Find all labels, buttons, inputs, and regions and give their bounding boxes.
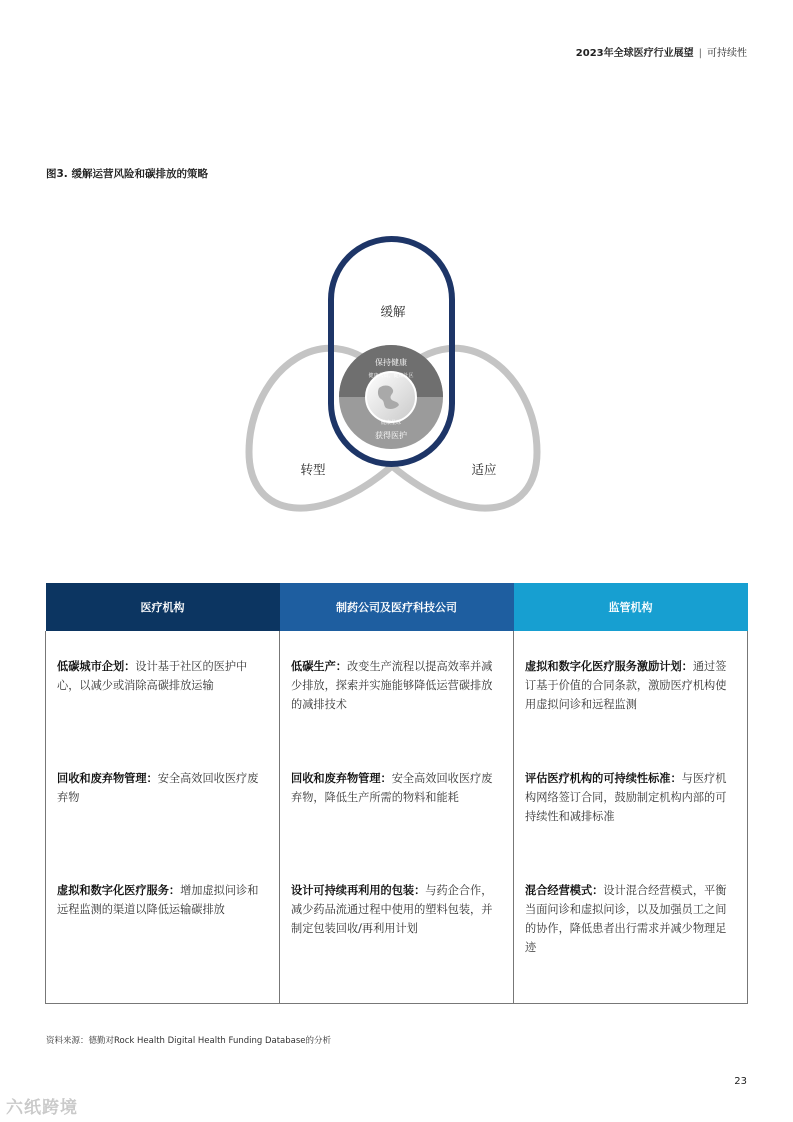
strategy-item: 回收和废弃物管理：安全高效回收医疗废弃物 [57, 772, 259, 804]
diagram-shapes [0, 0, 793, 560]
item-title: 混合经营模式 [525, 884, 593, 897]
item-text: 与药企合作，减少药品流通过程中使用的塑料包装，并制定包装回收/再利用计划 [291, 884, 493, 935]
center-sub-healthy-people: 健康人员、健康社区 [368, 373, 414, 379]
section-title: 可持续性 [707, 48, 747, 59]
strategy-item: 虚拟和数字化医疗服务激励计划：通过签订基于价值的合同条款，激励医疗机构使用虚拟问诊和远程监测 [525, 660, 727, 711]
center-label-access-care: 获得医护 [375, 431, 407, 440]
strategy-item: 虚拟和数字化医疗服务：增加虚拟问诊和远程监测的渠道以降低运输碳排放 [57, 884, 259, 916]
table-header-row [46, 583, 748, 631]
petal-label-mitigate: 缓解 [380, 304, 406, 319]
column-providers [46, 631, 280, 1004]
item-title: 低碳城市企划 [57, 660, 125, 673]
strategy-table [45, 583, 748, 1004]
strategy-diagram [0, 0, 793, 560]
item-text: 安全高效回收医疗废弃物，降低生产所需的物料和能耗 [291, 772, 493, 804]
globe-icon [366, 372, 416, 422]
header-separator: | [698, 48, 702, 59]
petal-label-transform: 转型 [300, 462, 326, 477]
page-number: 23 [734, 1076, 747, 1087]
item-text: 安全高效回收医疗废弃物 [57, 772, 259, 804]
table-body-row [46, 631, 748, 1004]
strategy-item: 低碳生产：改变生产流程以提高效率并减少排放，探索并实施能够降低运营碳排放的减排技术 [291, 660, 493, 711]
column-header-regulators: 监管机构 [514, 583, 748, 631]
source-note: 资料来源：德勤对Rock Health Digital Health Funding Database的分析 [46, 1036, 332, 1046]
item-text: 增加虚拟问诊和远程监测的渠道以降低运输碳排放 [57, 884, 259, 916]
strategy-item: 评估医疗机构的可持续性标准：与医疗机构网络签订合同，鼓励制定机构内部的可持续性和减排标准 [525, 772, 727, 823]
strategy-item: 设计可持续再利用的包装：与药企合作，减少药品流通过程中使用的塑料包装，并制定包装回收/再利用计划 [291, 884, 493, 935]
strategy-item: 低碳城市企划：设计基于社区的医护中心，以减少或消除高碳排放运输 [57, 660, 248, 692]
column-header-providers: 医疗机构 [46, 583, 280, 631]
strategy-item: 混合经营模式：设计混合经营模式，平衡当面问诊和虚拟问诊，以及加强员工之间的协作，降低患者出行需求并减少物理足迹 [525, 884, 727, 954]
column-header-pharma-medtech: 制药公司及医疗科技公司 [280, 583, 514, 631]
item-text: 改变生产流程以提高效率并减少排放，探索并实施能够降低运营碳排放的减排技术 [291, 660, 493, 711]
item-title: 评估医疗机构的可持续性标准 [525, 772, 671, 785]
item-title: 回收和废弃物管理 [291, 772, 381, 785]
publication-title: 2023年全球医疗行业展望 [575, 48, 694, 59]
item-title: 设计可持续再利用的包装 [291, 884, 415, 897]
item-text: 设计基于社区的医护中心，以减少或消除高碳排放运输 [57, 660, 248, 692]
center-label-stay-healthy: 保持健康 [375, 358, 407, 367]
item-title: 回收和废弃物管理 [57, 772, 147, 785]
item-title: 虚拟和数字化医疗服务 [57, 884, 169, 897]
item-text: 设计混合经营模式，平衡当面问诊和虚拟问诊，以及加强员工之间的协作，降低患者出行需求并减少物理足迹 [525, 884, 727, 954]
item-title: 低碳生产 [291, 660, 336, 673]
item-title: 虚拟和数字化医疗服务激励计划 [525, 660, 682, 673]
column-regulators [514, 631, 748, 1004]
column-pharma-medtech [280, 631, 514, 1004]
item-text: 与医疗机构网络签订合同，鼓励制定机构内部的可持续性和减排标准 [525, 772, 727, 823]
petal-label-adapt: 适应 [471, 462, 497, 477]
watermark: 六纸跨境 [6, 1098, 78, 1118]
figure-title: 图3. 缓解运营风险和碳排放的策略 [46, 168, 208, 180]
item-text: 通过签订基于价值的合同条款，激励医疗机构使用虚拟问诊和远程监测 [525, 660, 727, 711]
center-sub-healthy-planet: 健康星球 [380, 420, 402, 426]
strategy-item: 回收和废弃物管理：安全高效回收医疗废弃物，降低生产所需的物料和能耗 [291, 772, 493, 804]
